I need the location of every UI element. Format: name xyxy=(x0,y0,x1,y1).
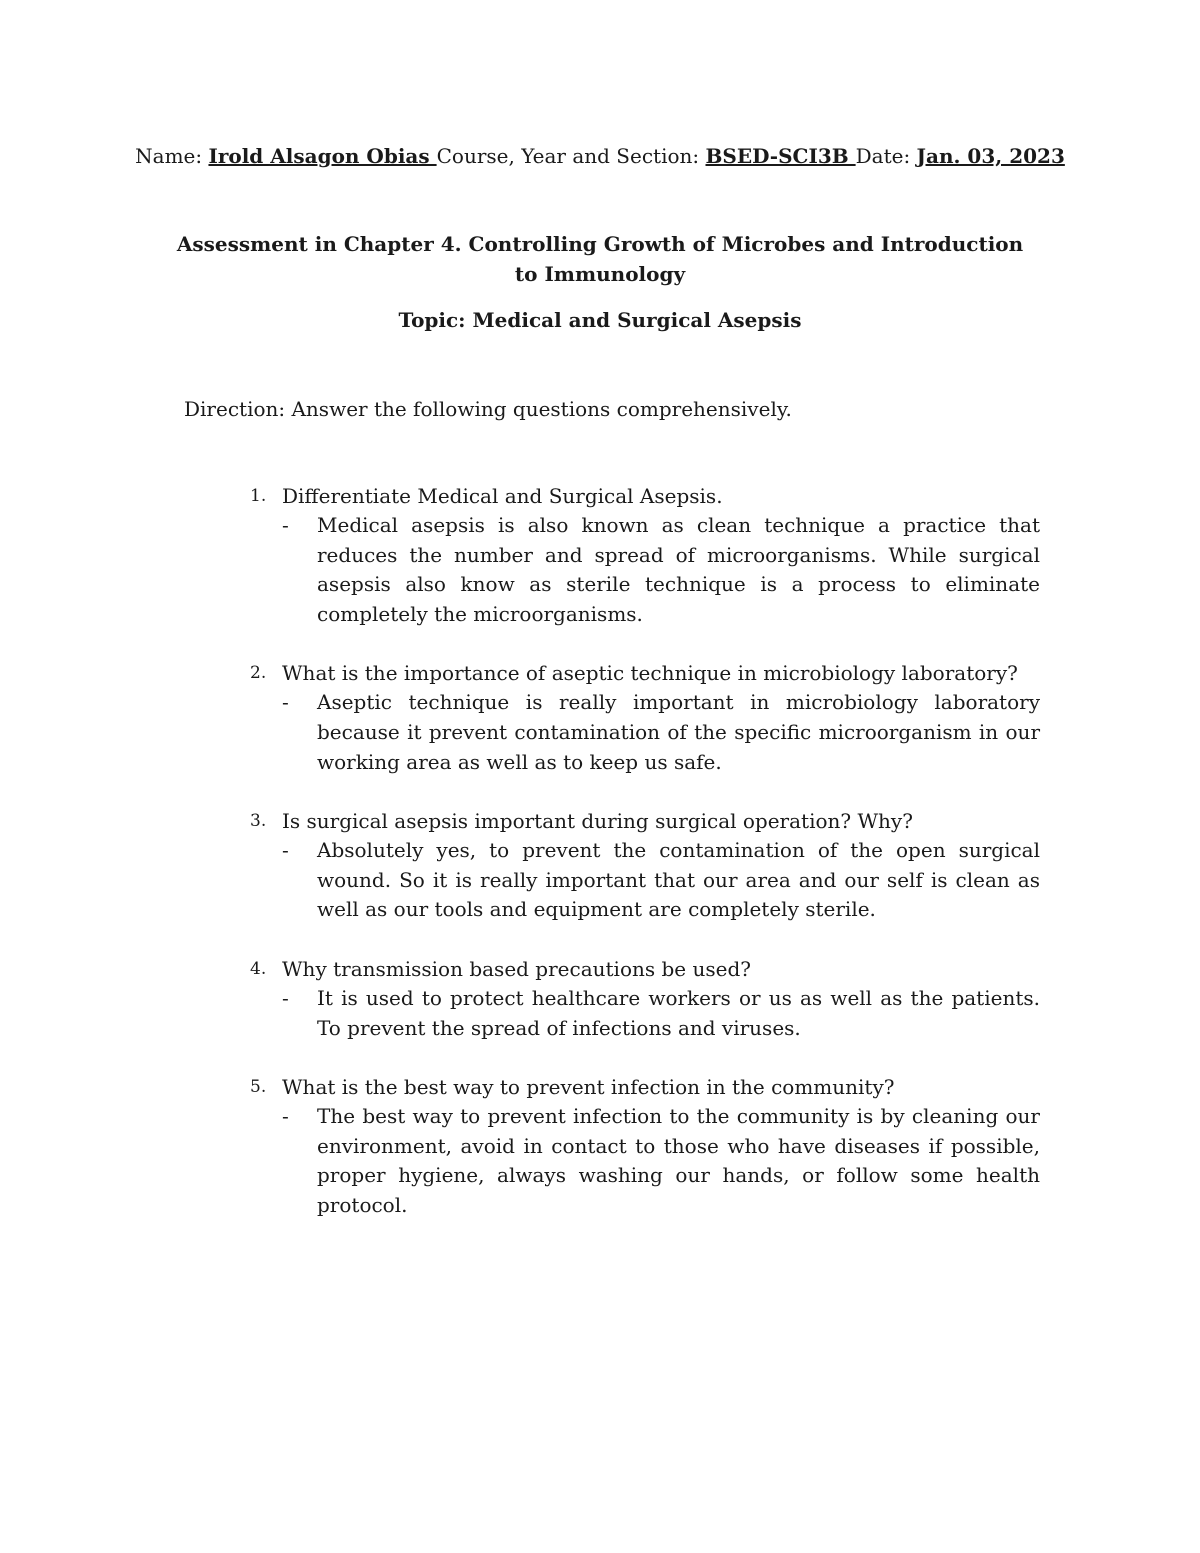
question-number: 2. xyxy=(250,663,267,684)
question-label: Why transmission based precautions be used? xyxy=(282,956,751,981)
date-label: Date: xyxy=(855,144,917,168)
answer-text xyxy=(250,984,1040,1043)
topic-heading: Topic: Medical and Surgical Asepsis xyxy=(398,308,802,332)
direction-text: Direction: Answer the following questions comprehensively. xyxy=(184,397,792,421)
answer-label: It is used to protect healthcare workers or us as well as the patients. To prevent the spread of infections and viruses. xyxy=(317,985,1040,1040)
question-list xyxy=(250,481,1040,1250)
course-label: Course, Year and Section: xyxy=(436,144,706,168)
answer-bullet: - xyxy=(282,838,289,863)
answer-label: The best way to prevent infection to the community is by cleaning our environment, avoid in contact to those who have diseases if possible, proper hygiene, always washing our hands, or follow some health protocol. xyxy=(317,1104,1040,1217)
question-number: 1. xyxy=(250,486,267,506)
answer-text xyxy=(250,511,1040,629)
question-item xyxy=(250,481,1040,629)
student-info-line xyxy=(0,141,1200,171)
answer-text xyxy=(250,688,1040,777)
name-value: Irold Alsagon Obias xyxy=(208,144,437,168)
answer-bullet: - xyxy=(282,1104,289,1129)
question-text xyxy=(250,806,1040,836)
answer-label: Medical asepsis is also known as clean technique a practice that reduces the number and spread of microorganisms. While surgical asepsis also know as sterile technique is a process to eliminate completely the microorganisms. xyxy=(317,513,1040,626)
question-label: What is the importance of aseptic technique in microbiology laboratory? xyxy=(282,661,1018,686)
answer-bullet: - xyxy=(282,985,289,1010)
answer-label: Aseptic technique is really important in microbiology laboratory because it prevent contamination of the specific microorganism in our working area as well as to keep us safe. xyxy=(317,690,1040,774)
name-label: Name: xyxy=(135,144,209,168)
question-label: What is the best way to prevent infection in the community? xyxy=(282,1075,895,1100)
question-text xyxy=(250,1072,1040,1102)
question-number: 5. xyxy=(250,1077,267,1098)
question-item xyxy=(250,1072,1040,1220)
answer-text xyxy=(250,1102,1040,1220)
course-value: BSED-SCI3B xyxy=(705,144,856,168)
question-item xyxy=(250,954,1040,1043)
question-number: 3. xyxy=(250,811,267,832)
question-label: Is surgical asepsis important during surgical operation? Why? xyxy=(282,809,913,834)
date-value: Jan. 03, 2023 xyxy=(916,144,1065,168)
question-text xyxy=(250,481,1040,511)
question-item xyxy=(250,658,1040,777)
question-text xyxy=(250,658,1040,688)
question-number: 4. xyxy=(250,958,267,979)
question-label: Differentiate Medical and Surgical Asepsis. xyxy=(282,484,723,508)
assessment-title: Assessment in Chapter 4. Controlling Growth of Microbes and Introduction to Immunology xyxy=(176,232,1024,286)
answer-bullet: - xyxy=(282,690,289,715)
answer-text xyxy=(250,836,1040,925)
answer-label: Absolutely yes, to prevent the contamination of the open surgical wound. So it is really important that our area and our self is clean as well as our tools and equipment are completely sterile. xyxy=(317,838,1040,922)
question-item xyxy=(250,806,1040,925)
answer-bullet: - xyxy=(282,513,289,537)
question-text xyxy=(250,954,1040,984)
